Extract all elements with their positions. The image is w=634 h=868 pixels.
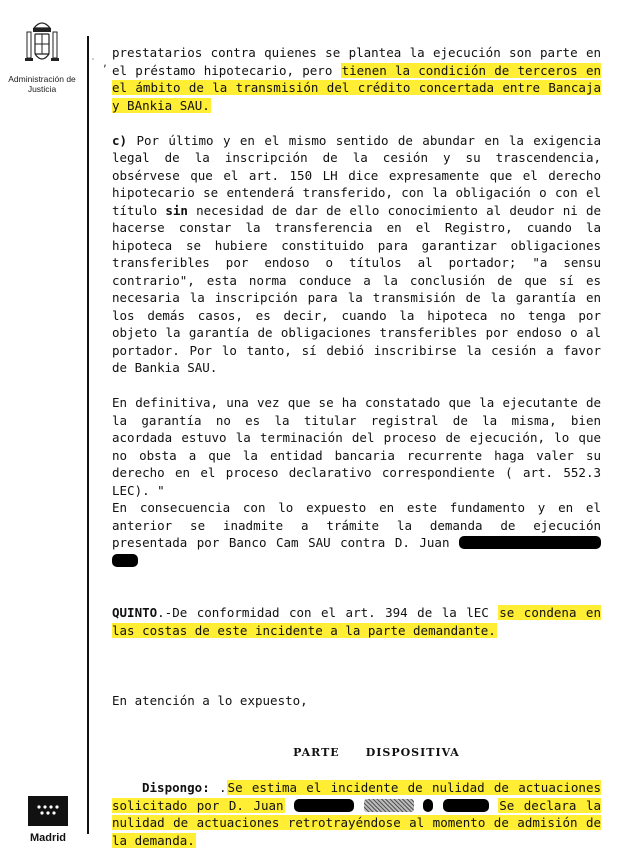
margin-rule (87, 36, 89, 834)
paragraph-text: En consecuencia con lo expuesto en este fundamento y en el anterior se inadmite a trámite la demanda de ejecución presentada por Banco Cam SAU contra D. Juan (112, 500, 601, 550)
coat-of-arms-icon (24, 18, 60, 72)
margin-tick-mark: ˙ , (90, 58, 109, 69)
paragraph-label: c) (112, 132, 128, 148)
heading-word: PARTE (293, 746, 340, 759)
paragraph-en-atencion: En atención a lo expuesto, (112, 692, 308, 708)
redaction-bar (443, 799, 489, 812)
paragraph-dispongo (112, 779, 601, 849)
madrid-flag-icon (28, 796, 68, 826)
left-margin (0, 0, 84, 868)
section-heading (112, 744, 601, 762)
document-body (112, 44, 601, 849)
highlighted-text: Se estima el incidente de nulidad de actuaciones solicitado por D. Juan (112, 780, 601, 813)
paragraph-text: prestatarios contra quienes se plantea la ejecución son parte en el préstamo hipotecario, pero (112, 45, 601, 78)
paragraph-label: Dispongo: (142, 780, 210, 795)
highlighted-text: Se declara la nulidad de actuaciones retrotrayéndose al momento de admisión de la demanda. (112, 797, 602, 848)
madrid-label: Madrid (29, 832, 67, 844)
heading-word: DISPOSITIVA (365, 746, 460, 759)
administration-label: Administración de Justicia (8, 74, 76, 94)
paragraph-en-definitiva: En definitiva, una vez que se ha constatado que la ejecutante de la garantía no es la titular registral de la misma, bien acordada estuvo la terminación del proceso de ejecución, lo que no obsta a que la entidad bancaria recurrente haga valer su derecho en el proceso declarativo correspondiente ( art. 552.3 LEC). " (112, 395, 601, 498)
redaction-bar (364, 799, 414, 812)
redaction-bar (112, 554, 138, 567)
paragraph-text: .-De conformidad con el art. 394 de la lEC (157, 605, 499, 620)
redaction-bar (423, 799, 433, 812)
redaction-bar (459, 536, 601, 549)
paragraph-label: QUINTO (112, 605, 158, 620)
paragraph-text: necesidad de dar de ello conocimiento al deudor ni de hacerse constar la transferencia en el Registro, cuando la hipoteca se hubiere constituido para garantizar obligaciones transferibles por endoso o títulos al portador; "a sensu contrario", esta norma conduce a la conclusión de que sí es necesaria la inscripción para la transmisión de la garantía en los demás casos, es decir, cuando la hipoteca no tenga por objeto la garantía de obligaciones transferibles por endoso o al portador. Por lo tanto, sí debió inscribirse la cesión a favor de Bankia SAU. (112, 202, 601, 375)
highlighted-text: tienen la condición de terceros en el ámbito de la transmisión del crédito concertada entre Bancaja y BAnkia SAU. (112, 62, 601, 113)
paragraph-c (112, 132, 601, 377)
paragraph-quinto (112, 604, 601, 639)
paragraph-text: Por último y en el mismo sentido de abundar en la exigencia legal de la inscripción de la cesión y su trascendencia, obsérvese que el art. 150 LH dice expresamente que el derecho hipotecario se entenderá transferido, con la obligación o con el título (112, 132, 601, 218)
highlighted-text: se condena en las costas de este incidente a la parte demandante. (112, 605, 601, 638)
paragraph-text: . (209, 780, 227, 795)
paragraph-en-consecuencia (112, 499, 601, 569)
emphasis-text: sin (165, 202, 188, 218)
redaction-bar (294, 799, 354, 812)
paragraph-transmision (112, 44, 601, 114)
